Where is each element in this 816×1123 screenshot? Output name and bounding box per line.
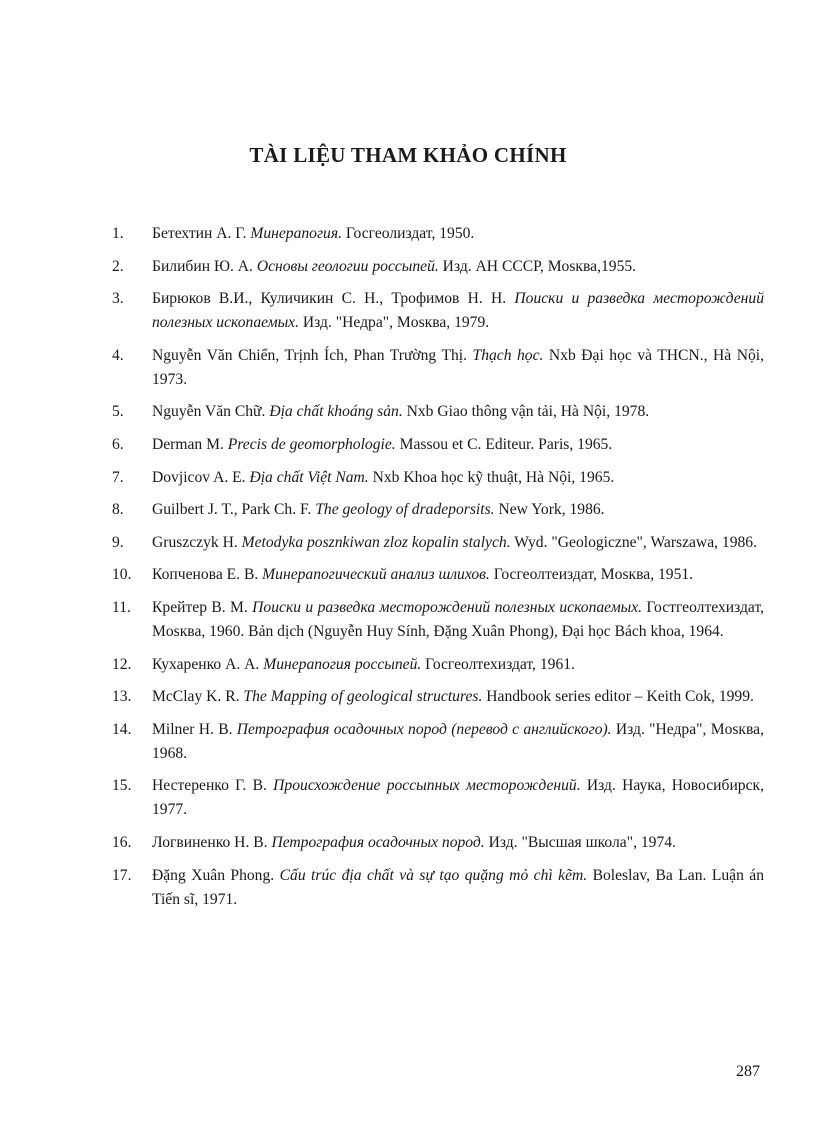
- reference-number: 11.: [112, 598, 131, 616]
- reference-publisher: Nxb Giao thông vận tải, Hà Nội, 1978.: [402, 403, 650, 421]
- reference-publisher: Гостгеолтехиздат, Mosква, 1960. Bản dịch (Nguyễn Huy Sính, Đặng Xuân Phong), Đại học Bách khoa, 1964.: [152, 598, 764, 640]
- reference-title: Петрография осадочных пород.: [271, 833, 485, 851]
- reference-number: 16.: [112, 833, 132, 851]
- reference-publisher: Госгеолтеиздат, Mosква, 1951.: [489, 566, 694, 584]
- reference-item: [112, 596, 764, 644]
- reference-item: [112, 255, 764, 279]
- reference-publisher: Изд. АН СССР, Mosква,1955.: [438, 257, 637, 275]
- reference-publisher: Изд. Наука, Новосибирск, 1977.: [152, 777, 764, 819]
- reference-item: [112, 466, 764, 490]
- reference-title: Минерапогический анализ шлихов.: [262, 566, 490, 584]
- reference-title: Metodyka posznkiwan zloz kopalin stalych.: [241, 533, 511, 551]
- reference-publisher: New York, 1986.: [494, 501, 605, 519]
- reference-number: 10.: [112, 566, 132, 584]
- reference-item: [112, 287, 764, 335]
- reference-number: 7.: [112, 468, 124, 486]
- reference-authors: Кухаренко А. А.: [152, 655, 264, 673]
- reference-title: Địa chất Việt Nam.: [249, 468, 369, 486]
- reference-title: Минерапогия россыпей.: [263, 655, 422, 673]
- reference-title: Поиски и разведка месторождений полезных ископаемых.: [252, 598, 643, 616]
- reference-authors: Билибин Ю. А.: [152, 257, 257, 275]
- reference-number: 9.: [112, 533, 124, 551]
- reference-item: [112, 685, 764, 709]
- reference-title: Основы геологии россыпей.: [256, 257, 439, 275]
- reference-authors: Бирюков В.И., Куличикин С. Н., Трофимов Н. Н.: [152, 290, 515, 308]
- reference-authors: Dovjicov A. E.: [152, 468, 250, 486]
- reference-number: 3.: [112, 290, 124, 308]
- reference-title: Precis de geomorphologie.: [227, 435, 396, 453]
- reference-publisher: Wyd. "Geologiczne", Warszawa, 1986.: [510, 533, 758, 551]
- page-number: 287: [736, 1063, 760, 1080]
- reference-title: Поиски и разведка месторождений полезных ископаемых.: [152, 290, 764, 332]
- reference-title: The geology of dradeporsits.: [315, 501, 495, 519]
- reference-authors: Guilbert J. T., Park Ch. F.: [152, 501, 316, 519]
- reference-number: 14.: [112, 720, 132, 738]
- reference-item: [112, 531, 764, 555]
- reference-number: 5.: [112, 403, 124, 421]
- reference-title: Địa chất khoáng sản.: [269, 403, 403, 421]
- reference-authors: Đặng Xuân Phong.: [152, 866, 280, 884]
- reference-item: [112, 563, 764, 587]
- reference-title: Минерапогия.: [250, 225, 342, 242]
- reference-number: 8.: [112, 501, 124, 519]
- reference-authors: McClay K. R.: [152, 688, 244, 706]
- reference-title: Петрография осадочных пород (перевод с английского).: [236, 720, 612, 738]
- reference-authors: Нестеренко Г. В.: [152, 777, 274, 795]
- reference-title: Происхождение россыпных месторождений.: [273, 777, 581, 795]
- reference-item: [112, 831, 764, 855]
- reference-publisher: Nxb Khoa học kỹ thuật, Hà Nội, 1965.: [368, 468, 615, 486]
- reference-item: [112, 433, 764, 457]
- reference-number: 2.: [112, 257, 124, 275]
- reference-publisher: Изд. "Недра", Mosква, 1979.: [298, 314, 490, 332]
- reference-authors: Крейтер В. М.: [152, 598, 253, 616]
- reference-number: 6.: [112, 435, 124, 453]
- reference-number: 13.: [112, 688, 132, 706]
- reference-authors: Milner H. B.: [152, 720, 237, 738]
- reference-title: Thạch học.: [472, 346, 544, 364]
- reference-list: [112, 222, 764, 920]
- reference-item: [112, 400, 764, 424]
- reference-authors: Бетехтин А. Г.: [152, 225, 251, 242]
- reference-authors: Логвиненко Н. В.: [152, 833, 272, 851]
- reference-publisher: Handbook series editor – Keith Cok, 1999.: [482, 688, 754, 706]
- reference-number: 4.: [112, 346, 124, 364]
- reference-number: 12.: [112, 655, 132, 673]
- reference-authors: Gruszczyk H.: [152, 533, 242, 551]
- reference-authors: Копченова Е. В.: [152, 566, 263, 584]
- reference-publisher: Boleslav, Ba Lan. Luận án Tiến sĩ, 1971.: [152, 866, 765, 908]
- reference-publisher: Nxb Đại học và THCN., Hà Nội, 1973.: [152, 346, 764, 388]
- reference-title: The Mapping of geological structures.: [243, 688, 483, 706]
- page-title: TÀI LIỆU THAM KHẢO CHÍNH: [249, 143, 567, 167]
- reference-title: Cấu trúc địa chất và sự tạo quặng mỏ chì kẽm.: [279, 866, 588, 884]
- reference-number: 1.: [112, 225, 124, 242]
- reference-publisher: Госгеолиздат, 1950.: [342, 225, 475, 242]
- reference-authors: Nguyễn Văn Chữ.: [152, 403, 270, 421]
- reference-item: [112, 222, 764, 246]
- reference-publisher: Изд. "Высшая школа", 1974.: [484, 833, 676, 851]
- reference-item: [112, 344, 764, 392]
- reference-item: [112, 653, 764, 677]
- reference-publisher: Госгеолтехиздат, 1961.: [421, 655, 575, 673]
- reference-number: 17.: [112, 866, 132, 884]
- reference-item: [112, 718, 764, 766]
- reference-number: 15.: [112, 777, 132, 795]
- reference-publisher: Изд. "Недра", Mosква, 1968.: [152, 720, 764, 762]
- reference-publisher: Massou et C. Editeur. Paris, 1965.: [395, 435, 613, 453]
- reference-item: [112, 774, 764, 822]
- reference-item: [112, 864, 764, 912]
- reference-authors: Derman M.: [152, 435, 228, 453]
- reference-item: [112, 498, 764, 522]
- reference-authors: Nguyễn Văn Chiển, Trịnh Ích, Phan Trường Thị.: [152, 346, 473, 364]
